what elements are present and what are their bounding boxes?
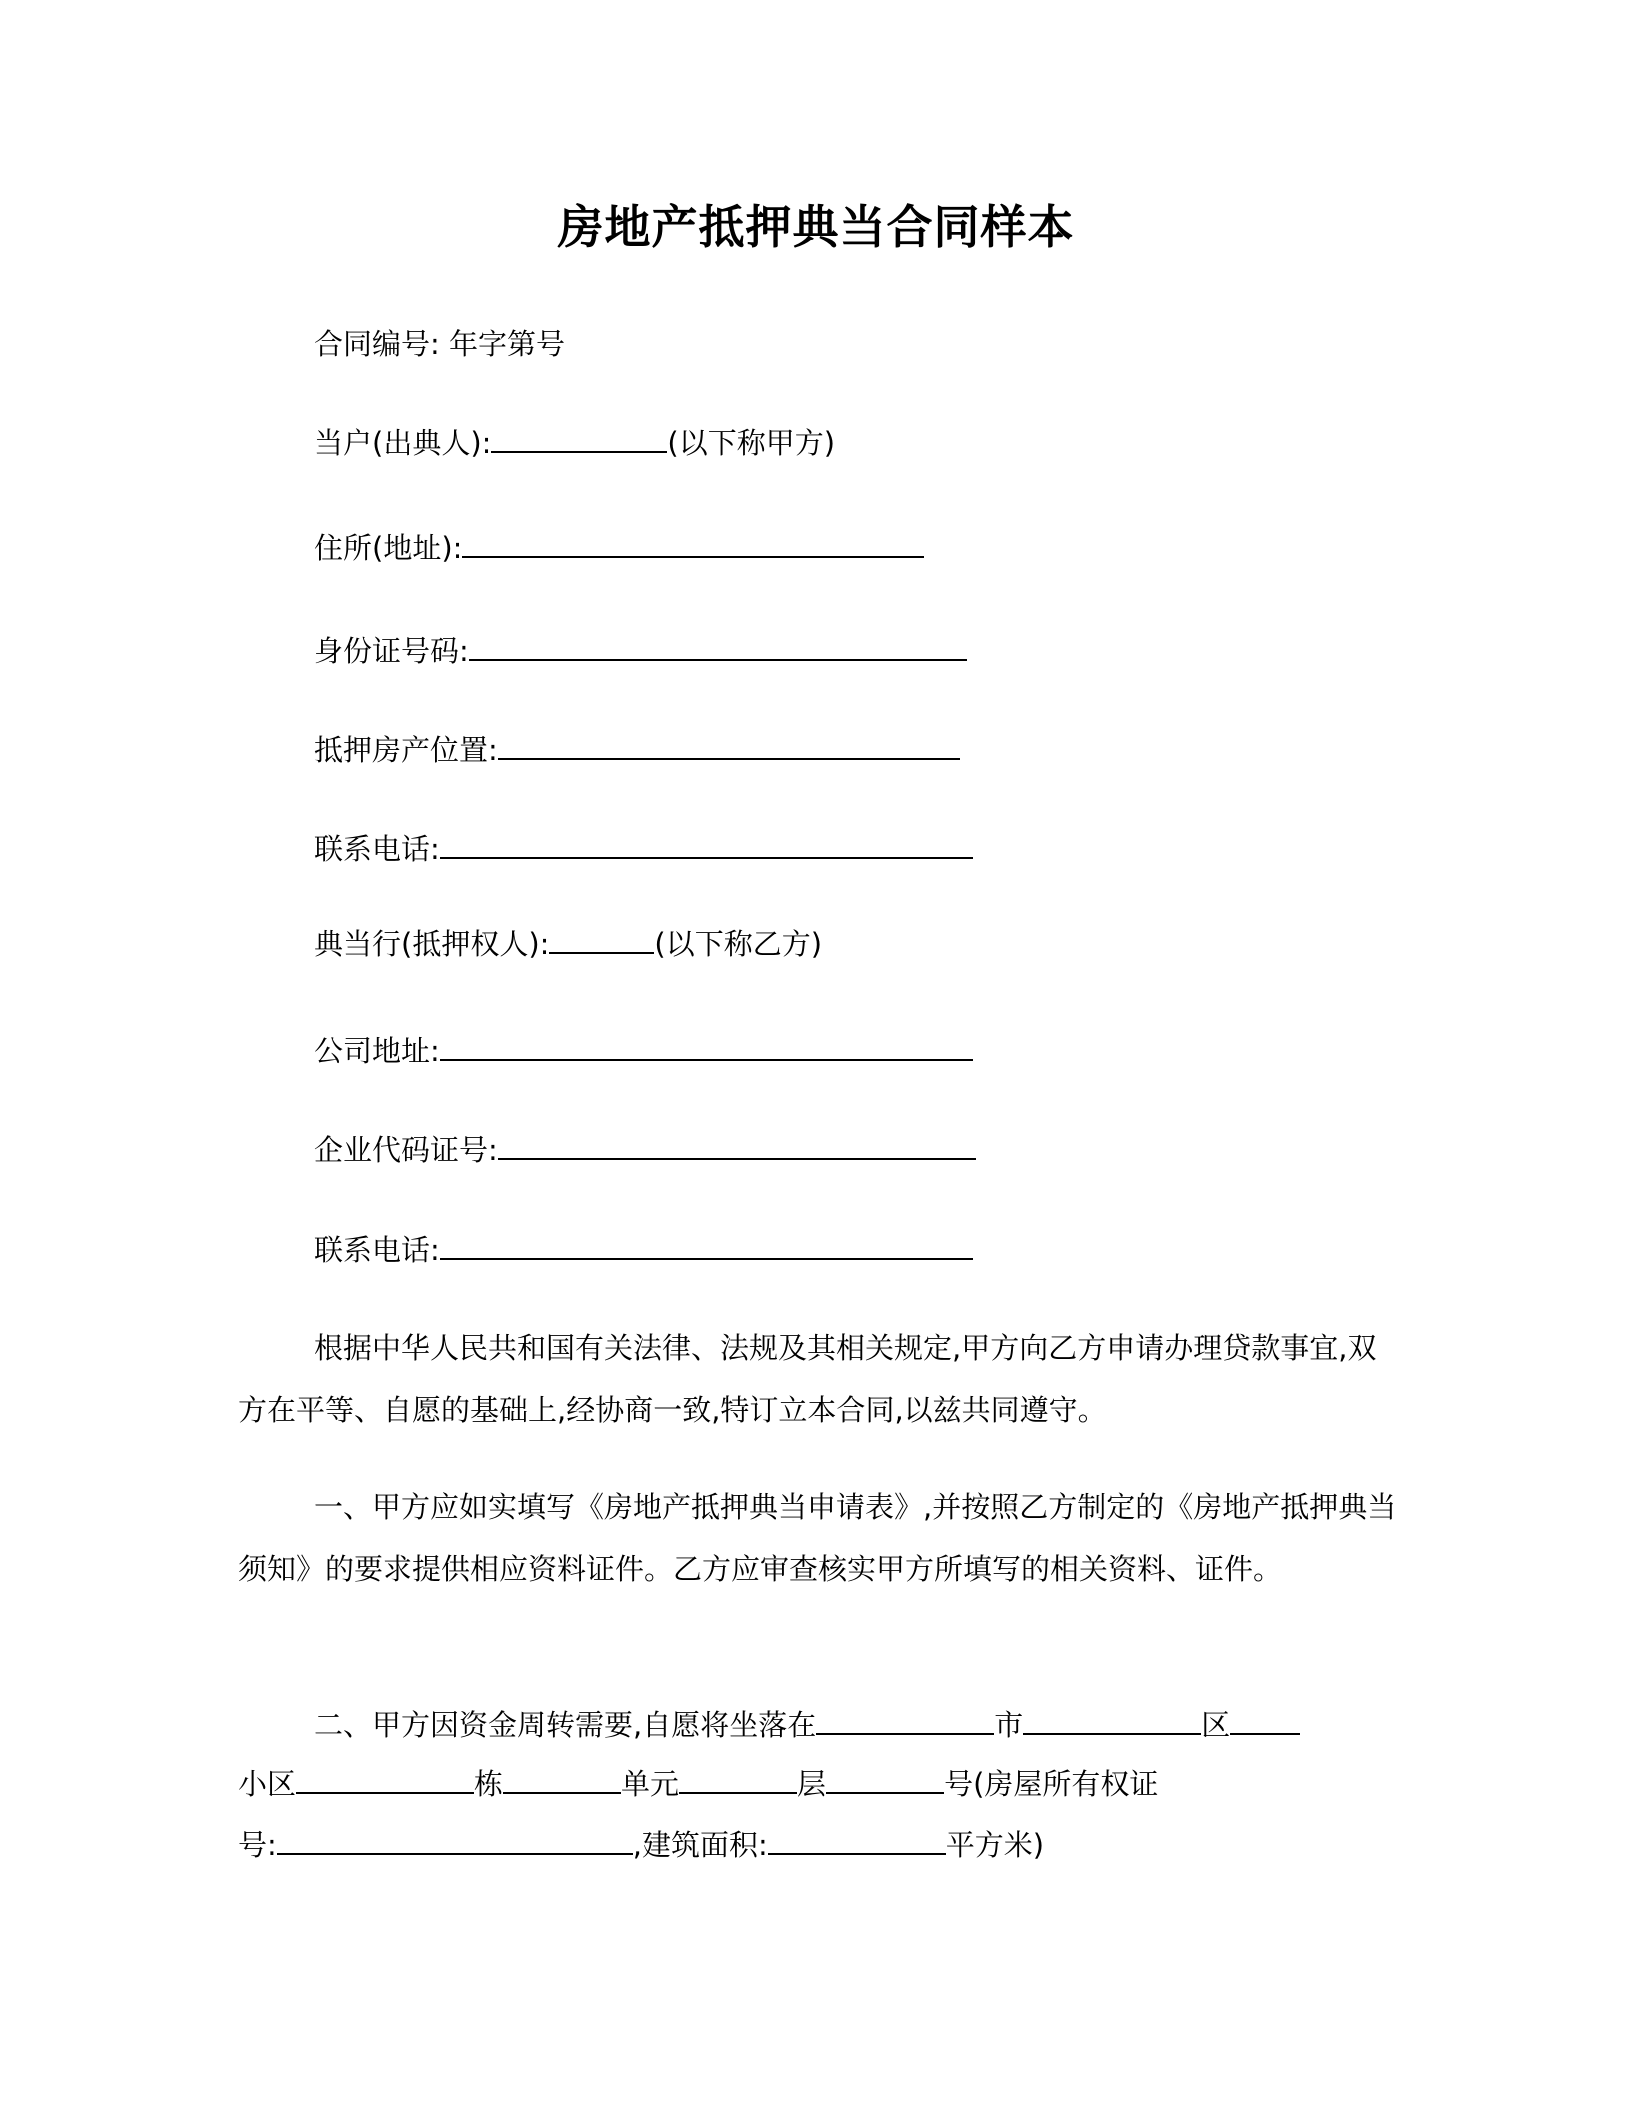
- contract-number-label: 合同编号: 年字第号: [314, 327, 565, 361]
- company-address-blank: [440, 1031, 973, 1061]
- party-a-blank: [491, 423, 667, 453]
- certificate-prefix: 号:: [238, 1828, 277, 1862]
- id-number-label: 身份证号码:: [314, 634, 469, 668]
- clause-one-paragraph: 一、甲方应如实填写《房地产抵押典当申请表》,并按照乙方制定的《房地产抵押典当须知》的要求提供相应资料证件。乙方应审查核实甲方所填写的相关资料、证件。: [238, 1490, 1397, 1586]
- area-blank: [768, 1825, 946, 1855]
- phone-a-line: [314, 827, 973, 871]
- party-a-line: [314, 421, 835, 465]
- district-extra-blank: [1230, 1705, 1300, 1735]
- clause-two-start: 二、甲方因资金周转需要,自愿将坐落在: [314, 1708, 817, 1742]
- phone-a-label: 联系电话:: [314, 832, 440, 866]
- party-a-suffix: (以下称甲方): [667, 426, 836, 460]
- enterprise-code-label: 企业代码证号:: [314, 1133, 498, 1167]
- city-blank: [816, 1705, 994, 1735]
- property-location-blank: [498, 730, 960, 760]
- clause-two-line-1: [314, 1703, 1300, 1747]
- enterprise-code-blank: [498, 1130, 976, 1160]
- address-label: 住所(地址):: [314, 531, 463, 565]
- company-address-label: 公司地址:: [314, 1034, 440, 1068]
- clause-two-line-2: [238, 1762, 1158, 1806]
- phone-b-label: 联系电话:: [314, 1233, 440, 1267]
- party-b-label: 典当行(抵押权人):: [314, 927, 550, 961]
- enterprise-code-line: [314, 1128, 976, 1172]
- phone-b-line: [314, 1228, 973, 1272]
- address-blank: [462, 528, 924, 558]
- floor-blank: [826, 1764, 944, 1794]
- property-location-line: [314, 728, 960, 772]
- community-label: 小区: [238, 1767, 297, 1801]
- phone-b-blank: [440, 1230, 973, 1260]
- party-a-label: 当户(出典人):: [314, 426, 492, 460]
- id-number-line: [314, 629, 967, 673]
- property-location-label: 抵押房产位置:: [314, 733, 498, 767]
- certificate-blank: [277, 1825, 633, 1855]
- floor-label: 层: [797, 1767, 827, 1801]
- number-label: 号(房屋所有权证: [944, 1767, 1159, 1801]
- party-b-blank: [549, 924, 654, 954]
- address-line: [314, 526, 924, 570]
- party-b-suffix: (以下称乙方): [654, 927, 823, 961]
- area-label: ,建筑面积:: [632, 1828, 768, 1862]
- building-label: 栋: [474, 1767, 504, 1801]
- phone-a-blank: [440, 829, 973, 859]
- unit-label: 单元: [621, 1767, 680, 1801]
- unit-blank: [679, 1764, 797, 1794]
- district-blank: [1023, 1705, 1201, 1735]
- document-title: 房地产抵押典当合同样本: [557, 200, 1075, 254]
- company-address-line: [314, 1029, 973, 1073]
- community-blank: [296, 1764, 474, 1794]
- area-unit: 平方米): [945, 1828, 1045, 1862]
- id-number-blank: [469, 631, 967, 661]
- district-label: 区: [1201, 1708, 1231, 1742]
- clause-two-line-3: [238, 1823, 1044, 1867]
- intro-paragraph: 根据中华人民共和国有关法律、法规及其相关规定,甲方向乙方申请办理贷款事宜,双方在平等、自愿的基础上,经协商一致,特订立本合同,以兹共同遵守。: [238, 1331, 1377, 1427]
- building-blank: [503, 1764, 621, 1794]
- contract-number-line: [314, 322, 565, 366]
- city-label: 市: [994, 1708, 1024, 1742]
- party-b-line: [314, 922, 822, 966]
